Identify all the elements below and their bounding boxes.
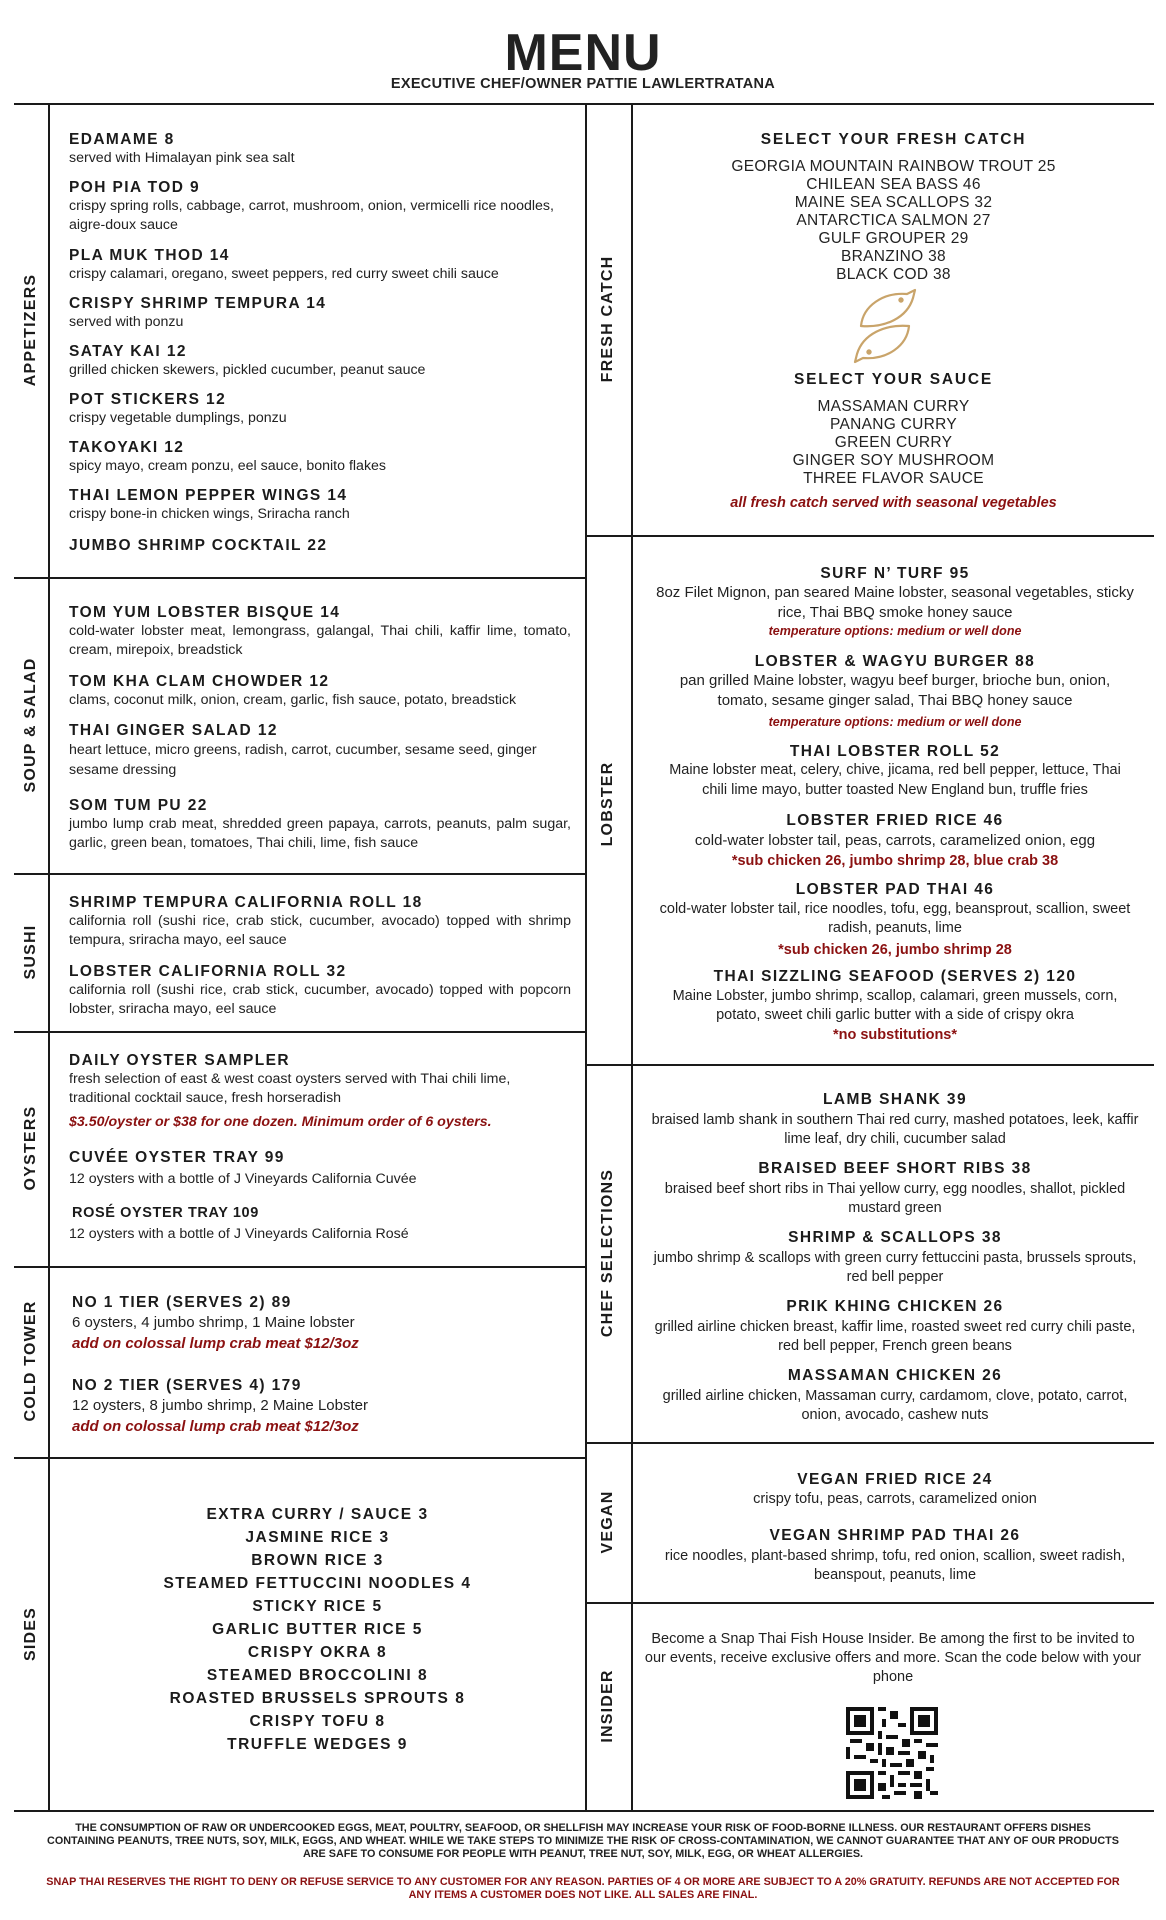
side-item: TRUFFLE WEDGES 9: [227, 1736, 408, 1753]
menu-item: [645, 1297, 1145, 1356]
item-name: SURF N’ TURF 95: [820, 565, 970, 582]
item-note: temperature options: medium or well done: [768, 715, 1022, 729]
divider: [585, 1064, 1154, 1066]
fish-option: MAINE SEA SCALLOPS 32: [794, 194, 993, 211]
allergy-disclaimer: THE CONSUMPTION OF RAW OR UNDERCOOKED EGGS, MEAT, POULTRY, SEAFOOD, OR SHELLFISH MAY INCREASE YOUR RISK OF FOOD-BORNE ILLNESS. OUR RESTAURANT OFFERS DISHES CONTAINING PEANUTS, TREE NUTS, SOY, MILK, EGGS, AND WHEAT. WHILE WE TAKE STEPS TO MINIMIZE THE RISK OF CROSS-CONTAMINATION, WE CANNOT GUARANTEE THAT ANY OF OUR PRODUCTS ARE SAFE TO CONSUME FOR PEOPLE WITH PEANUT, TREE NUT, SOY, MILK, EGG, OR WHEAT ALLERGIES.: [47, 1822, 1119, 1860]
item-description: grilled chicken skewers, pickled cucumber, peanut sauce: [69, 362, 426, 378]
item-name: THAI SIZZLING SEAFOOD (SERVES 2) 120: [713, 968, 1077, 985]
menu-item: [69, 130, 571, 168]
fish-list: [633, 158, 1154, 284]
sides-list: [50, 1503, 585, 1756]
menu-item: [69, 536, 571, 555]
divider: [14, 1031, 585, 1033]
item-name: TAKOYAKI 12: [69, 439, 185, 456]
item-name: DAILY OYSTER SAMPLER: [69, 1052, 290, 1069]
menu-item: [69, 246, 571, 284]
item-name: POT STICKERS 12: [69, 391, 227, 408]
side-item: STEAMED BROCCOLINI 8: [206, 1667, 429, 1684]
item-addon: add on colossal lump crab meat $12/3oz: [72, 1418, 359, 1435]
item-name: MASSAMAN CHICKEN 26: [787, 1367, 1003, 1384]
item-name: NO 2 TIER (SERVES 4) 179: [72, 1377, 302, 1394]
item-description: Maine lobster meat, celery, chive, jicama, red bell pepper, lettuce, Thai chili lime mayo, butter toasted New England bun, truffle fries: [669, 762, 1121, 798]
item-name: LOBSTER FRIED RICE 46: [786, 812, 1004, 829]
menu-item: [655, 811, 1135, 871]
item-description: 12 oysters with a bottle of J Vineyards California Rosé: [69, 1226, 409, 1242]
menu-item: [69, 486, 571, 524]
menu-item: [69, 390, 571, 428]
menu-item: [69, 796, 571, 853]
section-label-fresh-catch: FRESH CATCH: [599, 255, 616, 383]
menu-item: [69, 1148, 571, 1189]
right-label-divider: [631, 103, 633, 1812]
item-description: 12 oysters with a bottle of J Vineyards California Cuvée: [69, 1171, 417, 1187]
item-description: cold-water lobster meat, lemongrass, galangal, Thai chili, kaffir lime, tomato, cream, mirepoix, breadstick: [69, 623, 571, 658]
menu-item: [645, 1228, 1145, 1287]
sauce-option: GREEN CURRY: [834, 434, 953, 451]
item-name: LOBSTER CALIFORNIA ROLL 32: [69, 963, 347, 980]
item-name: ROSÉ OYSTER TRAY 109: [72, 1205, 259, 1221]
side-item: STICKY RICE 5: [252, 1598, 383, 1615]
menu-item: [72, 1376, 572, 1437]
menu-item: [69, 1204, 572, 1244]
item-note: *sub chicken 26, jumbo shrimp 28: [778, 942, 1012, 958]
item-description: clams, coconut milk, onion, cream, garlic, fish sauce, potato, breadstick: [69, 692, 517, 708]
section-label-soup-salad: SOUP & SALAD: [22, 657, 39, 793]
item-description: 6 oysters, 4 jumbo shrimp, 1 Maine lobster: [72, 1314, 355, 1331]
top-rule: [14, 103, 1154, 105]
divider: [14, 1266, 585, 1268]
item-description: grilled airline chicken breast, kaffir lime, roasted sweet red curry chili paste, red bell pepper, French green beans: [654, 1319, 1136, 1354]
item-name: THAI LEMON PEPPER WINGS 14: [69, 487, 348, 504]
qr-code-icon[interactable]: [846, 1707, 938, 1799]
sauce-option: GINGER SOY MUSHROOM: [792, 452, 995, 469]
item-description: 8oz Filet Mignon, pan seared Maine lobster, seasonal vegetables, sticky rice, Thai BBQ smoke honey sauce: [656, 584, 1134, 621]
item-name: LOBSTER PAD THAI 46: [795, 881, 995, 898]
center-divider: [585, 103, 587, 1812]
menu-item: [645, 1526, 1145, 1585]
side-item: GARLIC BUTTER RICE 5: [212, 1621, 423, 1638]
sauce-list: [633, 398, 1154, 488]
section-label-insider: INSIDER: [599, 1669, 616, 1743]
item-note: *no substitutions*: [832, 1027, 958, 1043]
menu-item: [655, 880, 1135, 960]
menu-item: [69, 893, 571, 950]
section-label-sushi: SUSHI: [22, 924, 39, 980]
section-label-cold-tower: COLD TOWER: [22, 1300, 39, 1422]
sauce-heading: SELECT YOUR SAUCE: [793, 371, 994, 388]
item-name: VEGAN FRIED RICE 24: [797, 1471, 993, 1488]
item-name: JUMBO SHRIMP COCKTAIL 22: [69, 537, 328, 554]
item-description: crispy calamari, oregano, sweet peppers, red curry sweet chili sauce: [69, 266, 499, 282]
sauce-option: THREE FLAVOR SAUCE: [803, 470, 984, 487]
menu-item: [645, 1159, 1145, 1218]
item-description: cold-water lobster tail, peas, carrots, caramelized onion, egg: [694, 832, 1096, 849]
sauce-option: PANANG CURRY: [829, 416, 958, 433]
item-description: crispy spring rolls, cabbage, carrot, mushroom, onion, vermicelli rice noodles, aigre-doux sauce: [69, 198, 554, 233]
menu-item: [655, 652, 1135, 731]
divider: [14, 577, 585, 579]
item-name: BRAISED BEEF SHORT RIBS 38: [758, 1160, 1032, 1177]
divider: [14, 873, 585, 875]
menu-item: [655, 967, 1135, 1045]
item-name: TOM YUM LOBSTER BISQUE 14: [69, 604, 341, 621]
menu-item: [645, 1366, 1145, 1425]
item-description: served with Himalayan pink sea salt: [69, 150, 295, 166]
menu-item: [645, 1090, 1145, 1149]
item-addon: add on colossal lump crab meat $12/3oz: [72, 1335, 359, 1352]
item-name: POH PIA TOD 9: [69, 179, 201, 196]
side-item: STEAMED FETTUCCINI NOODLES 4: [163, 1575, 472, 1592]
item-note: temperature options: medium or well done: [768, 624, 1022, 638]
item-name: PLA MUK THOD 14: [69, 247, 230, 264]
divider: [585, 1442, 1154, 1444]
item-description: jumbo shrimp & scallops with green curry fettuccini pasta, brussels sprouts, red bell pepper: [653, 1250, 1137, 1285]
item-name: CRISPY SHRIMP TEMPURA 14: [69, 295, 327, 312]
item-description: heart lettuce, micro greens, radish, carrot, cucumber, sesame seed, ginger sesame dressing: [69, 742, 537, 778]
item-name: SOM TUM PU 22: [69, 797, 208, 814]
divider: [585, 535, 1154, 537]
item-name: THAI GINGER SALAD 12: [69, 722, 278, 739]
menu-item: [69, 342, 571, 380]
fish-option: GEORGIA MOUNTAIN RAINBOW TROUT 25: [731, 158, 1056, 175]
item-name: SHRIMP TEMPURA CALIFORNIA ROLL 18: [69, 894, 423, 911]
divider: [585, 1602, 1154, 1604]
item-description: crispy tofu, peas, carrots, caramelized onion: [753, 1491, 1037, 1507]
item-description: crispy bone-in chicken wings, Sriracha ranch: [69, 506, 350, 522]
side-item: ROASTED BRUSSELS SPROUTS 8: [169, 1690, 466, 1707]
menu-item: [655, 742, 1135, 800]
item-description: california roll (sushi rice, crab stick, cucumber, avocado) topped with popcorn lobster, sriracha mayo, eel sauce: [69, 982, 571, 1017]
side-item: CRISPY OKRA 8: [247, 1644, 388, 1661]
item-description: rice noodles, plant-based shrimp, tofu, red onion, scallion, sweet radish, beanspout, peanuts, lime: [664, 1548, 1126, 1583]
page-title: MENU: [504, 24, 662, 82]
item-price-note: $3.50/oyster or $38 for one dozen. Minimum order of 6 oysters.: [69, 1114, 492, 1130]
menu-item: [69, 721, 571, 780]
fish-icon: [849, 288, 921, 364]
fish-option: BLACK COD 38: [836, 266, 951, 283]
item-description: braised lamb shank in southern Thai red curry, mashed potatoes, leek, kaffir lime leaf, dry chili, cucumber salad: [651, 1112, 1139, 1147]
item-description: jumbo lump crab meat, shredded green papaya, carrots, peanuts, palm sugar, garlic, green bean, tomatoes, Thai chili, lime, fish sauce: [69, 816, 571, 851]
fresh-catch-note: all fresh catch served with seasonal vegetables: [730, 495, 1057, 511]
item-name: VEGAN SHRIMP PAD THAI 26: [769, 1527, 1021, 1544]
side-item: EXTRA CURRY / SAUCE 3: [206, 1506, 429, 1523]
divider: [14, 1457, 585, 1459]
item-description: braised beef short ribs in Thai yellow curry, egg noodles, shallot, pickled mustard green: [664, 1181, 1126, 1216]
menu-item: [655, 564, 1135, 640]
menu-item: [69, 1051, 571, 1132]
item-description: california roll (sushi rice, crab stick, cucumber, avocado) topped with shrimp tempura, sriracha mayo, eel sauce: [69, 913, 571, 948]
menu-item: [645, 1470, 1145, 1509]
menu-item: [69, 178, 571, 235]
item-description: grilled airline chicken, Massaman curry, cardamom, clove, potato, carrot, onion, avocado, cashew nuts: [662, 1388, 1128, 1423]
item-name: PRIK KHING CHICKEN 26: [786, 1298, 1004, 1315]
section-label-lobster: LOBSTER: [599, 761, 616, 847]
item-name: NO 1 TIER (SERVES 2) 89: [72, 1294, 292, 1311]
item-description: cold-water lobster tail, rice noodles, tofu, egg, beansprout, scallion, sweet radish, peanuts, lime: [659, 901, 1131, 936]
chef-subtitle: EXECUTIVE CHEF/OWNER PATTIE LAWLERTRATANA: [390, 76, 776, 92]
item-description: crispy vegetable dumplings, ponzu: [69, 410, 287, 426]
fish-option: ANTARCTICA SALMON 27: [796, 212, 991, 229]
section-label-sides: SIDES: [22, 1606, 39, 1662]
sauce-option: MASSAMAN CURRY: [817, 398, 970, 415]
menu-item: [69, 962, 571, 1019]
service-policy: SNAP THAI RESERVES THE RIGHT TO DENY OR REFUSE SERVICE TO ANY CUSTOMER FOR ANY REASON. PARTIES OF 4 OR MORE ARE SUBJECT TO A 20% GRATUITY. REFUNDS ARE NOT ACCEPTED FOR ANY ITEMS A CUSTOMER DOES NOT LIKE. ALL SALES ARE FINAL.: [46, 1876, 1120, 1901]
item-name: CUVÉE OYSTER TRAY 99: [69, 1149, 285, 1166]
item-description: pan grilled Maine lobster, wagyu beef burger, brioche bun, onion, tomato, sesame ginger salad, Thai BBQ honey sauce: [679, 672, 1111, 709]
fish-option: CHILEAN SEA BASS 46: [806, 176, 981, 193]
section-label-vegan: VEGAN: [599, 1490, 616, 1554]
item-name: LOBSTER & WAGYU BURGER 88: [754, 653, 1036, 670]
item-description: fresh selection of east & west coast oysters served with Thai chili lime, traditional cocktail sauce, fresh horseradish: [69, 1071, 511, 1106]
item-description: served with ponzu: [69, 314, 184, 330]
section-label-appetizers: APPETIZERS: [22, 273, 39, 387]
section-label-oysters: OYSTERS: [22, 1105, 39, 1191]
side-item: BROWN RICE 3: [251, 1552, 384, 1569]
side-item: JASMINE RICE 3: [245, 1529, 390, 1546]
menu-item: [69, 672, 575, 710]
menu-item: [69, 603, 571, 660]
menu-item: [69, 438, 571, 476]
item-description: 12 oysters, 8 jumbo shrimp, 2 Maine Lobster: [72, 1397, 368, 1414]
item-name: TOM KHA CLAM CHOWDER 12: [69, 673, 330, 690]
item-name: THAI LOBSTER ROLL 52: [789, 743, 1001, 760]
item-description: spicy mayo, cream ponzu, eel sauce, bonito flakes: [69, 458, 387, 474]
menu-item: [72, 1293, 572, 1354]
item-description: Maine Lobster, jumbo shrimp, scallop, calamari, green mussels, corn, potato, sweet chili garlic butter with a side of crispy okra: [672, 988, 1118, 1023]
fresh-catch-heading: SELECT YOUR FRESH CATCH: [760, 131, 1027, 148]
menu-item: [69, 294, 571, 332]
insider-text: Become a Snap Thai Fish House Insider. Be among the first to be invited to our events, receive exclusive offers and more. Scan the code below with your phone: [644, 1631, 1142, 1685]
item-name: SATAY KAI 12: [69, 343, 187, 360]
item-name: SHRIMP & SCALLOPS 38: [788, 1229, 1002, 1246]
section-label-chef-selections: CHEF SELECTIONS: [599, 1168, 616, 1338]
item-name: EDAMAME 8: [69, 131, 175, 148]
item-name: LAMB SHANK 39: [823, 1091, 967, 1108]
fish-option: BRANZINO 38: [841, 248, 946, 265]
item-note: *sub chicken 26, jumbo shrimp 28, blue crab 38: [731, 853, 1059, 869]
fish-option: GULF GROUPER 29: [818, 230, 969, 247]
bottom-rule: [14, 1810, 1154, 1812]
side-item: CRISPY TOFU 8: [249, 1713, 386, 1730]
